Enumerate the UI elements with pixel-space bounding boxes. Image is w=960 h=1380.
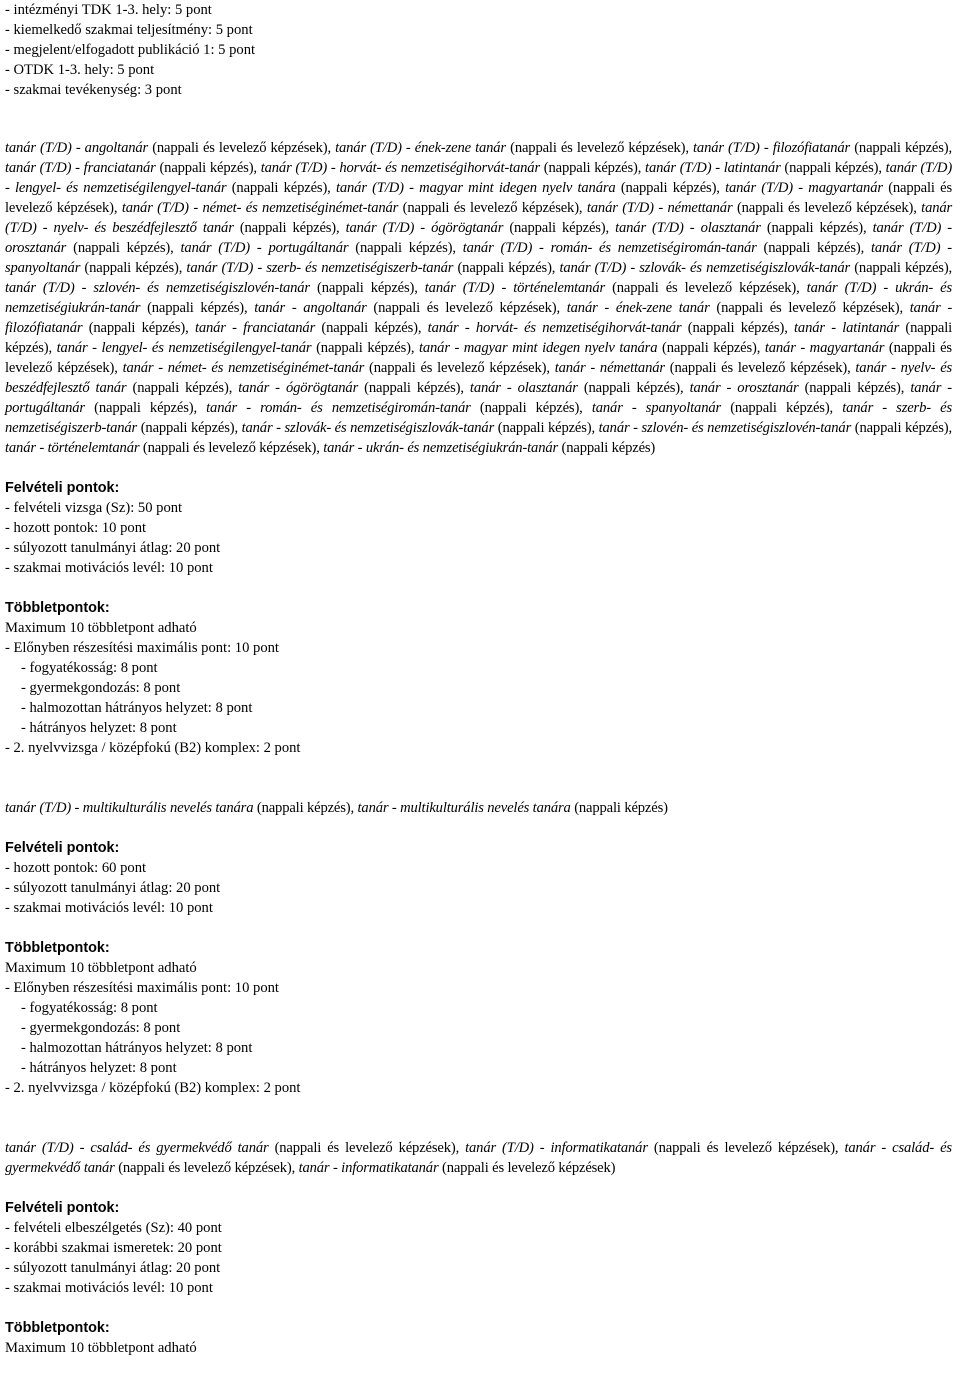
course-name: tanár - olasztanár	[469, 380, 578, 396]
course-name: tanár (T/D) - informatikatanár	[465, 1140, 648, 1156]
course-name: tanár (T/D) - portugáltanár	[180, 240, 349, 256]
extra-points-max: Maximum 10 többletpont adható	[5, 960, 197, 976]
course-mode: (nappali képzés)	[804, 380, 901, 396]
course-name: tanár (T/D) - némettanár	[586, 200, 733, 216]
course-name: tanár - ógörögtanár	[238, 380, 359, 396]
course-mode: (nappali képzés)	[766, 220, 864, 236]
course-name: tanár (T/D) - ének-zene tanár	[335, 140, 506, 156]
course-list: tanár (T/D) - család- és gyermekvédő tanár (nappali és levelező képzések), tanár (T/D) - informatikatanár (nappali és levelező képzések), tanár - család- és gyermekvédő tanár (nappali és levelező képzések), tanár - informatikatanár (nappali és levelező képzések)	[5, 1140, 952, 1176]
course-mode: (nappali képzés)	[316, 340, 411, 356]
course-name: tanár - szlovák- és nemzetiségiszlovák-tanár	[241, 420, 495, 436]
course-mode: (nappali képzés)	[854, 420, 949, 436]
course-name: tanár - történelemtanár	[5, 440, 140, 456]
program-section	[5, 1138, 952, 1358]
course-mode: (nappali képzés)	[457, 260, 552, 276]
list-item: - korábbi szakmai ismeretek: 20 pont	[5, 1240, 222, 1256]
list-item: - felvételi vizsga (Sz): 50 pont	[5, 500, 183, 516]
course-mode: (nappali képzés)	[784, 160, 879, 176]
course-mode: (nappali és levelező képzések)	[274, 1140, 456, 1156]
course-list: tanár (T/D) - multikulturális nevelés tanára (nappali képzés), tanár - multikulturális nevelés tanára (nappali képzés)	[5, 800, 668, 816]
document-page	[5, 0, 952, 1358]
course-mode: (nappali képzés)	[5, 320, 953, 356]
course-mode: (nappali képzés)	[159, 160, 254, 176]
course-mode: (nappali képzés)	[730, 400, 830, 416]
course-mode: (nappali és levelező képzések)	[653, 1140, 835, 1156]
course-mode: (nappali képzés)	[231, 180, 328, 196]
course-name: tanár (T/D) - spanyoltanár	[5, 240, 953, 276]
course-mode: (nappali képzés)	[854, 140, 949, 156]
course-mode: (nappali képzés)	[479, 400, 580, 416]
course-mode: (nappali képzés)	[88, 320, 186, 336]
list-item: - intézményi TDK 1-3. hely: 5 pont	[5, 2, 212, 18]
course-name: tanár - portugáltanár	[5, 380, 952, 416]
list-item: - szakmai tevékenység: 3 pont	[5, 82, 182, 98]
list-item: - súlyozott tanulmányi átlag: 20 pont	[5, 540, 221, 556]
course-mode: (nappali és levelező képzések)	[402, 200, 579, 216]
course-mode: (nappali képzés)	[543, 160, 638, 176]
list-item: - halmozottan hátrányos helyzet: 8 pont	[21, 1040, 253, 1056]
course-mode: (nappali képzés)	[561, 440, 656, 456]
top-point-list	[5, 0, 952, 100]
course-mode: (nappali képzés)	[355, 240, 453, 256]
list-item: - szakmai motivációs levél: 10 pont	[5, 560, 213, 576]
course-name: tanár (T/D) - multikulturális nevelés tanára	[5, 800, 254, 816]
program-section	[5, 138, 952, 758]
course-name: tanár (T/D) - román- és nemzetiségiromán-tanár	[462, 240, 757, 256]
course-mode: (nappali képzés)	[132, 380, 229, 396]
list-item: - kiemelkedő szakmai teljesítmény: 5 pont	[5, 22, 253, 38]
list-item: - megjelent/elfogadott publikáció 1: 5 pont	[5, 42, 256, 58]
course-name: tanár - magyar mint idegen nyelv tanára	[418, 340, 658, 356]
course-name: tanár - franciatanár	[194, 320, 316, 336]
course-mode: (nappali és levelező képzések)	[510, 140, 686, 156]
list-item: - OTDK 1-3. hely: 5 pont	[5, 62, 155, 78]
course-mode: (nappali képzés)	[661, 340, 757, 356]
course-mode: (nappali képzés)	[256, 800, 351, 816]
course-mode: (nappali képzés)	[509, 220, 606, 236]
extra-points-max: Maximum 10 többletpont adható	[5, 620, 197, 636]
course-mode: (nappali képzés)	[364, 380, 461, 396]
course-mode: (nappali képzés)	[84, 260, 179, 276]
course-mode: (nappali képzés)	[687, 320, 785, 336]
list-item: - súlyozott tanulmányi átlag: 20 pont	[5, 880, 221, 896]
course-mode: (nappali és levelező képzések)	[5, 340, 952, 376]
course-name: tanár - latintanár	[794, 320, 900, 336]
course-name: tanár (T/D) - olasztanár	[615, 220, 761, 236]
course-name: tanár - ukrán- és nemzetiségiukrán-tanár	[323, 440, 559, 456]
course-name: tanár (T/D) - magyartanár	[725, 180, 883, 196]
course-name: tanár (T/D) - család- és gyermekvédő tanár	[5, 1140, 269, 1156]
course-name: tanár - szerb- és nemzetiségiszerb-tanár	[5, 400, 952, 436]
course-name: tanár (T/D) - franciatanár	[5, 160, 156, 176]
course-name: tanár - ének-zene tanár	[566, 300, 710, 316]
course-name: tanár (T/D) - orosztanár	[5, 220, 953, 256]
course-mode: (nappali és levelező képzések)	[142, 440, 317, 456]
course-mode: (nappali és levelező képzések)	[152, 140, 328, 156]
course-name: tanár - spanyoltanár	[591, 400, 722, 416]
course-name: tanár (T/D) - lengyel- és nemzetiségilengyel-tanár	[5, 160, 953, 196]
course-name: tanár (T/D) - ukrán- és nemzetiségiukrán-tanár	[5, 280, 953, 316]
preference-points: - Előnyben részesítési maximális pont: 10 pont	[5, 640, 279, 656]
course-name: tanár (T/D) - angoltanár	[5, 140, 149, 156]
course-name: tanár (T/D) - magyar mint idegen nyelv tanára	[335, 180, 616, 196]
course-mode: (nappali képzés)	[140, 420, 235, 436]
course-name: tanár - angoltanár	[254, 300, 367, 316]
extra-points-heading: Többletpontok:	[5, 940, 110, 956]
language-exam-points: - 2. nyelvvizsga / középfokú (B2) komplex: 2 pont	[5, 1080, 301, 1096]
course-name: tanár - némettanár	[554, 360, 665, 376]
course-name: tanár - magyartanár	[764, 340, 885, 356]
list-item: - súlyozott tanulmányi átlag: 20 pont	[5, 1260, 221, 1276]
course-mode: (nappali és levelező képzések)	[442, 1160, 616, 1176]
course-name: tanár (T/D) - latintanár	[645, 160, 781, 176]
course-name: tanár - informatikatanár	[298, 1160, 439, 1176]
course-mode: (nappali és levelező képzések)	[118, 1160, 292, 1176]
course-name: tanár - orosztanár	[689, 380, 799, 396]
course-mode: (nappali képzés)	[147, 300, 244, 316]
list-item: - felvételi elbeszélgetés (Sz): 40 pont	[5, 1220, 222, 1236]
course-mode: (nappali és levelező képzések)	[612, 280, 797, 296]
course-mode: (nappali képzés)	[620, 180, 717, 196]
list-item: - hátrányos helyzet: 8 pont	[21, 1060, 177, 1076]
course-mode: (nappali képzés)	[239, 220, 337, 236]
course-mode: (nappali és levelező képzések)	[736, 200, 914, 216]
list-item: - szakmai motivációs levél: 10 pont	[5, 900, 213, 916]
admission-points-heading: Felvételi pontok:	[5, 1200, 120, 1216]
course-name: tanár - család- és gyermekvédő tanár	[5, 1140, 952, 1176]
course-list: tanár (T/D) - angoltanár (nappali és levelező képzések), tanár (T/D) - ének-zene tanár (nappali és levelező képzések), tanár (T/D) - filozófiatanár (nappali képzés), tanár (T/D) - franciatanár (nappali képzés), tanár (T/D) - horvát- és nemzetiségihorvát-tanár (nappali képzés), tanár (T/D) - latintanár (nappali képzés), tanár (T/D) - lengyel- és nemzetiségilengyel-tanár (nappali képzés), tanár (T/D) - magyar mint idegen nyelv tanára (nappali képzés), tanár (T/D) - magyartanár (nappali és levelező képzések), tanár (T/D) - német- és nemzetiséginémet-tanár (nappali és levelező képzések), tanár (T/D) - némettanár (nappali és levelező képzések), tanár (T/D) - nyelv- és beszédfejlesztő tanár (nappali képzés), tanár (T/D) - ógörögtanár (nappali képzés), tanár (T/D) - olasztanár (nappali képzés), tanár (T/D) - orosztanár (nappali képzés), tanár (T/D) - portugáltanár (nappali képzés), tanár (T/D) - román- és nemzetiségiromán-tanár (nappali képzés), tanár (T/D) - spanyoltanár (nappali képzés), tanár (T/D) - szerb- és nemzetiségiszerb-tanár (nappali képzés), tanár (T/D) - szlovák- és nemzetiségiszlovák-tanár (nappali képzés), tanár (T/D) - szlovén- és nemzetiségiszlovén-tanár (nappali képzés), tanár (T/D) - történelemtanár (nappali és levelező képzések), tanár (T/D) - ukrán- és nemzetiségiukrán-tanár (nappali képzés), tanár - angoltanár (nappali és levelező képzések), tanár - ének-zene tanár (nappali és levelező képzések), tanár - filozófiatanár (nappali képzés), tanár - franciatanár (nappali képzés), tanár - horvát- és nemzetiségihorvát-tanár (nappali képzés), tanár - latintanár (nappali képzés), tanár - lengyel- és nemzetiségilengyel-tanár (nappali képzés), tanár - magyar mint idegen nyelv tanára (nappali képzés), tanár - magyartanár (nappali és levelező képzések), tanár - német- és nemzetiséginémet-tanár (nappali és levelező képzések), tanár - némettanár (nappali és levelező képzések), tanár - nyelv- és beszédfejlesztő tanár (nappali képzés), tanár - ógörögtanár (nappali képzés), tanár - olasztanár (nappali képzés), tanár - orosztanár (nappali képzés), tanár - portugáltanár (nappali képzés), tanár - román- és nemzetiségiromán-tanár (nappali képzés), tanár - spanyoltanár (nappali képzés), tanár - szerb- és nemzetiségiszerb-tanár (nappali képzés), tanár - szlovák- és nemzetiségiszlovák-tanár (nappali képzés), tanár - szlovén- és nemzetiségiszlovén-tanár (nappali képzés), tanár - történelemtanár (nappali és levelező képzések), tanár - ukrán- és nemzetiségiukrán-tanár (nappali képzés)	[5, 140, 953, 456]
course-mode: (nappali képzés)	[574, 800, 668, 816]
list-item: - gyermekgondozás: 8 pont	[21, 680, 181, 696]
extra-points-heading: Többletpontok:	[5, 1320, 110, 1336]
list-item: - hozott pontok: 60 pont	[5, 860, 147, 876]
course-name: tanár - multikulturális nevelés tanára	[357, 800, 571, 816]
course-mode: (nappali és levelező képzések)	[5, 180, 952, 216]
admission-points-heading: Felvételi pontok:	[5, 840, 120, 856]
list-item: - gyermekgondozás: 8 pont	[21, 1020, 181, 1036]
course-name: tanár (T/D) - horvát- és nemzetiségihorvát-tanár	[260, 160, 540, 176]
course-name: tanár (T/D) - történelemtanár	[424, 280, 605, 296]
program-section	[5, 798, 952, 1098]
course-mode: (nappali és levelező képzések)	[373, 300, 557, 316]
course-name: tanár - német- és nemzetiséginémet-tanár	[122, 360, 365, 376]
course-mode: (nappali képzés)	[763, 240, 861, 256]
list-item: - halmozottan hátrányos helyzet: 8 pont	[21, 700, 253, 716]
list-item: - hozott pontok: 10 pont	[5, 520, 147, 536]
course-name: tanár - nyelv- és beszédfejlesztő tanár	[5, 360, 953, 396]
list-item: - fogyatékosság: 8 pont	[21, 660, 158, 676]
course-mode: (nappali képzés)	[317, 280, 415, 296]
course-mode: (nappali és levelező képzések)	[369, 360, 547, 376]
course-mode: (nappali és levelező képzések)	[716, 300, 900, 316]
course-name: tanár - horvát- és nemzetiségihorvát-tanár	[427, 320, 682, 336]
course-name: tanár (T/D) - ógörögtanár	[345, 220, 504, 236]
course-name: tanár (T/D) - nyelv- és beszédfejlesztő tanár	[5, 200, 953, 236]
course-mode: (nappali képzés)	[321, 320, 418, 336]
course-name: tanár (T/D) - szerb- és nemzetiségiszerb-tanár	[186, 260, 454, 276]
list-item: - hátrányos helyzet: 8 pont	[21, 720, 177, 736]
list-item: - fogyatékosság: 8 pont	[21, 1000, 158, 1016]
admission-points-heading: Felvételi pontok:	[5, 480, 120, 496]
extra-points-max: Maximum 10 többletpont adható	[5, 1340, 197, 1356]
course-name: tanár (T/D) - filozófiatanár	[693, 140, 851, 156]
course-name: tanár (T/D) - szlovák- és nemzetiségiszlovák-tanár	[559, 260, 851, 276]
extra-points-heading: Többletpontok:	[5, 600, 110, 616]
language-exam-points: - 2. nyelvvizsga / középfokú (B2) komplex: 2 pont	[5, 740, 301, 756]
course-mode: (nappali képzés)	[854, 260, 949, 276]
course-name: tanár - lengyel- és nemzetiségilengyel-tanár	[56, 340, 312, 356]
preference-points: - Előnyben részesítési maximális pont: 10 pont	[5, 980, 279, 996]
course-mode: (nappali képzés)	[73, 240, 171, 256]
list-item: - szakmai motivációs levél: 10 pont	[5, 1280, 213, 1296]
course-mode: (nappali képzés)	[94, 400, 194, 416]
course-mode: (nappali képzés)	[583, 380, 681, 396]
course-name: tanár (T/D) - német- és nemzetiséginémet-tanár	[121, 200, 399, 216]
course-mode: (nappali képzés)	[497, 420, 592, 436]
course-name: tanár - román- és nemzetiségiromán-tanár	[206, 400, 471, 416]
course-name: tanár (T/D) - szlovén- és nemzetiségiszlovén-tanár	[5, 280, 310, 296]
course-name: tanár - szlovén- és nemzetiségiszlovén-tanár	[598, 420, 852, 436]
course-mode: (nappali és levelező képzések)	[669, 360, 848, 376]
course-name: tanár - filozófiatanár	[5, 300, 953, 336]
